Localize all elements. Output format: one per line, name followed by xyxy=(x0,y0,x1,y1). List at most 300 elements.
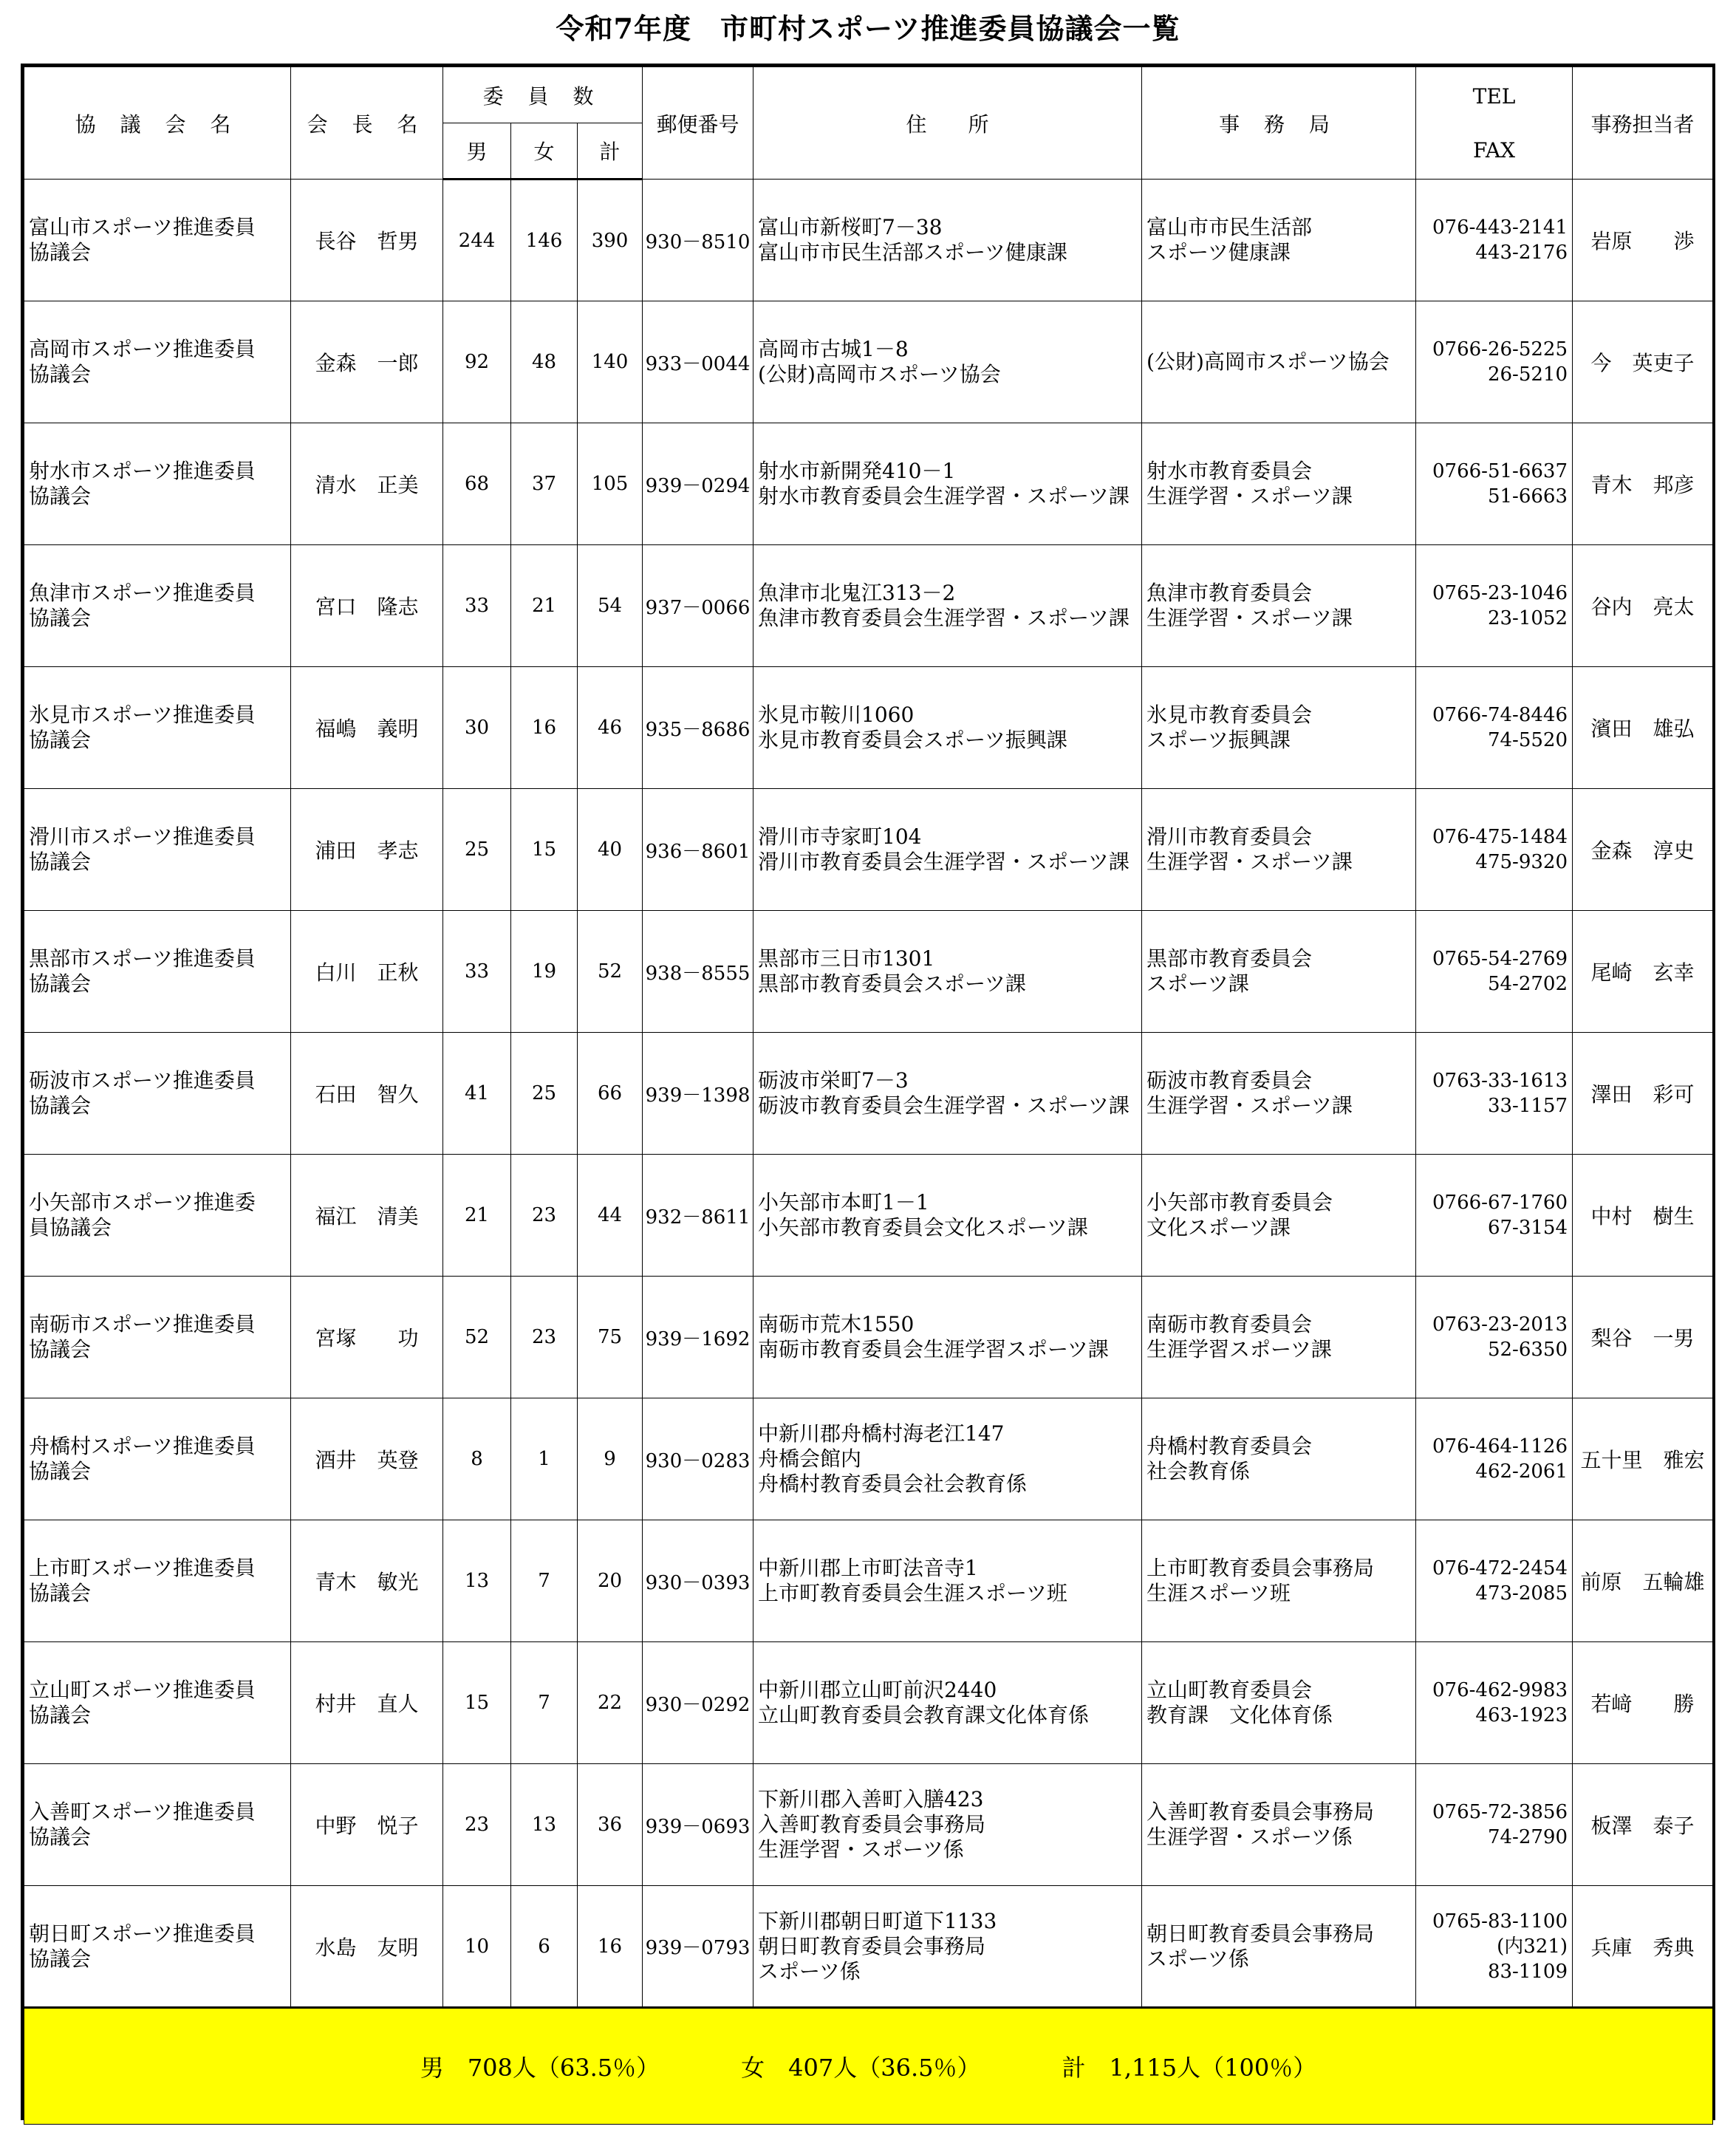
table-row xyxy=(24,667,1713,789)
female-count-cell: 7 xyxy=(511,1520,578,1642)
tel-fax-cell-line: 26-5210 xyxy=(1487,363,1568,386)
office-cell-line: 生涯学習・スポーツ課 xyxy=(1146,1093,1353,1118)
council-name-cell-line: 協議会 xyxy=(29,1337,92,1362)
table-row xyxy=(24,1398,1713,1520)
tel-fax-cell xyxy=(1416,789,1573,911)
office-cell xyxy=(1142,180,1416,301)
female-count-cell: 21 xyxy=(511,545,578,667)
council-name-cell-line: 協議会 xyxy=(29,1703,92,1727)
male-count-cell: 92 xyxy=(443,301,511,423)
office-cell-line: 砺波市教育委員会 xyxy=(1146,1068,1313,1093)
council-name-cell xyxy=(24,911,291,1033)
president-cell: 浦田 孝志 xyxy=(291,789,443,911)
total-count-cell: 105 xyxy=(578,423,643,545)
president-cell: 清水 正美 xyxy=(291,423,443,545)
address-cell xyxy=(753,1520,1142,1642)
address-cell-line: 生涯学習・スポーツ係 xyxy=(758,1837,964,1862)
council-name-cell-line: 協議会 xyxy=(29,1946,92,1971)
tel-fax-cell-line: 0766-26-5225 xyxy=(1432,338,1568,361)
council-name-cell xyxy=(24,667,291,789)
zip-cell: 930－0393 xyxy=(643,1520,753,1642)
header-fax: FAX xyxy=(1472,137,1516,163)
address-cell xyxy=(753,1155,1142,1277)
tel-fax-cell-line: 443-2176 xyxy=(1475,242,1568,264)
office-cell-line: スポーツ健康課 xyxy=(1146,240,1291,264)
president-cell: 中野 悦子 xyxy=(291,1764,443,1886)
zip-cell: 939－0693 xyxy=(643,1764,753,1886)
council-name-cell-line: 黒部市スポーツ推進委員 xyxy=(29,946,256,971)
office-cell xyxy=(1142,1886,1416,2008)
office-cell-line: 生涯学習・スポーツ課 xyxy=(1146,850,1353,874)
council-name-cell xyxy=(24,1155,291,1277)
council-name-cell-line: 上市町スポーツ推進委員 xyxy=(29,1556,256,1580)
tel-fax-cell xyxy=(1416,1277,1573,1398)
president-cell: 宮塚 功 xyxy=(291,1277,443,1398)
address-cell xyxy=(753,911,1142,1033)
male-count-cell: 68 xyxy=(443,423,511,545)
council-name-cell xyxy=(24,1398,291,1520)
council-name-cell-line: 員協議会 xyxy=(29,1215,112,1240)
female-count-cell: 19 xyxy=(511,911,578,1033)
office-cell xyxy=(1142,1277,1416,1398)
council-name-cell-line: 南砺市スポーツ推進委員 xyxy=(29,1312,256,1336)
council-name-cell xyxy=(24,180,291,301)
header-tel: TEL xyxy=(1472,83,1516,109)
table-row xyxy=(24,1520,1713,1642)
address-cell-line: 黒部市三日市1301 xyxy=(758,946,935,971)
office-cell-line: 氷見市教育委員会 xyxy=(1146,703,1313,727)
address-cell-line: 中新川郡上市町法音寺1 xyxy=(758,1556,978,1580)
table-row xyxy=(24,789,1713,911)
header-zip: 郵便番号 xyxy=(643,67,753,180)
president-cell: 青木 敏光 xyxy=(291,1520,443,1642)
office-cell xyxy=(1142,1033,1416,1155)
office-cell-line: 社会教育係 xyxy=(1146,1459,1251,1483)
table-row xyxy=(24,180,1713,301)
staff-cell: 中村 樹生 xyxy=(1573,1155,1713,1277)
total-count-cell: 20 xyxy=(578,1520,643,1642)
header-female: 女 xyxy=(511,123,578,180)
total-count-cell: 140 xyxy=(578,301,643,423)
address-cell-line: 富山市新桜町7－38 xyxy=(758,215,943,239)
office-cell-line: 入善町教育委員会事務局 xyxy=(1146,1800,1375,1824)
office-cell-line: 生涯学習・スポーツ係 xyxy=(1146,1825,1353,1849)
council-name-cell xyxy=(24,301,291,423)
staff-cell: 前原 五輪雄 xyxy=(1573,1520,1713,1642)
office-cell-line: 生涯学習・スポーツ課 xyxy=(1146,606,1353,630)
address-cell-line: 舟橋村教育委員会社会教育係 xyxy=(758,1472,1028,1496)
council-name-cell xyxy=(24,1764,291,1886)
office-cell xyxy=(1142,667,1416,789)
tel-fax-cell-line: 52-6350 xyxy=(1487,1339,1568,1361)
total-count-cell: 9 xyxy=(578,1398,643,1520)
tel-fax-cell-line: 54-2702 xyxy=(1487,973,1568,995)
council-name-cell-line: 氷見市スポーツ推進委員 xyxy=(29,703,256,727)
total-female: 女 407人（36.5％） xyxy=(741,2054,981,2082)
tel-fax-cell-line: 74-2790 xyxy=(1487,1826,1568,1848)
tel-fax-cell-line: 0765-83-1100 xyxy=(1432,1910,1568,1933)
address-cell xyxy=(753,667,1142,789)
address-cell xyxy=(753,789,1142,911)
total-all: 計 1,115人（100％） xyxy=(1062,2054,1317,2082)
tel-fax-cell xyxy=(1416,423,1573,545)
totals-cell xyxy=(24,2008,1713,2125)
council-name-cell-line: 滑川市スポーツ推進委員 xyxy=(29,824,256,849)
address-cell-line: 滑川市教育委員会生涯学習・スポーツ課 xyxy=(758,850,1130,874)
office-cell xyxy=(1142,789,1416,911)
address-cell-line: 射水市教育委員会生涯学習・スポーツ課 xyxy=(758,484,1130,508)
office-cell-line: 滑川市教育委員会 xyxy=(1146,824,1313,849)
address-cell-line: 小矢部市本町1－1 xyxy=(758,1190,929,1214)
address-cell-line: 舟橋会館内 xyxy=(758,1446,862,1471)
office-cell-line: 教育課 文化体育係 xyxy=(1146,1703,1333,1727)
tel-fax-cell xyxy=(1416,667,1573,789)
header-male: 男 xyxy=(443,123,511,180)
staff-cell: 青木 邦彦 xyxy=(1573,423,1713,545)
tel-fax-cell-line: 0766-51-6637 xyxy=(1432,460,1568,482)
president-cell: 石田 智久 xyxy=(291,1033,443,1155)
tel-fax-cell-line: 0763-23-2013 xyxy=(1432,1313,1568,1336)
council-name-cell xyxy=(24,423,291,545)
address-cell-line: 南砺市教育委員会生涯学習スポーツ課 xyxy=(758,1337,1109,1362)
male-count-cell: 10 xyxy=(443,1886,511,2008)
table-row xyxy=(24,545,1713,667)
total-count-cell: 75 xyxy=(578,1277,643,1398)
total-count-cell: 54 xyxy=(578,545,643,667)
header-member-count: 委 員 数 xyxy=(443,67,643,123)
total-count-cell: 46 xyxy=(578,667,643,789)
zip-cell: 938－8555 xyxy=(643,911,753,1033)
zip-cell: 930－8510 xyxy=(643,180,753,301)
female-count-cell: 25 xyxy=(511,1033,578,1155)
table-row xyxy=(24,1277,1713,1398)
council-name-cell xyxy=(24,789,291,911)
office-cell-line: 朝日町教育委員会事務局 xyxy=(1146,1921,1375,1946)
male-count-cell: 25 xyxy=(443,789,511,911)
table-row xyxy=(24,301,1713,423)
header-tel-fax xyxy=(1416,67,1573,180)
male-count-cell: 30 xyxy=(443,667,511,789)
council-name-cell xyxy=(24,1277,291,1398)
female-count-cell: 48 xyxy=(511,301,578,423)
council-list-frame xyxy=(21,64,1715,2120)
female-count-cell: 6 xyxy=(511,1886,578,2008)
council-name-cell-line: 小矢部市スポーツ推進委 xyxy=(29,1190,256,1214)
female-count-cell: 37 xyxy=(511,423,578,545)
male-count-cell: 8 xyxy=(443,1398,511,1520)
tel-fax-cell xyxy=(1416,1398,1573,1520)
tel-fax-cell-line: 33-1157 xyxy=(1487,1095,1568,1117)
total-count-cell: 16 xyxy=(578,1886,643,2008)
tel-fax-cell-line: 076-464-1126 xyxy=(1432,1435,1568,1458)
total-count-cell: 44 xyxy=(578,1155,643,1277)
tel-fax-cell-line: 475-9320 xyxy=(1475,851,1568,873)
zip-cell: 935－8686 xyxy=(643,667,753,789)
total-male: 男 708人（63.5％） xyxy=(420,2054,660,2082)
table-row xyxy=(24,1033,1713,1155)
table-body xyxy=(24,180,1713,2008)
female-count-cell: 15 xyxy=(511,789,578,911)
zip-cell: 930－0283 xyxy=(643,1398,753,1520)
tel-fax-cell xyxy=(1416,545,1573,667)
table-header xyxy=(24,67,1713,180)
council-table xyxy=(24,66,1713,2125)
address-cell-line: 下新川郡入善町入膳423 xyxy=(758,1787,984,1811)
tel-fax-cell xyxy=(1416,1764,1573,1886)
female-count-cell: 16 xyxy=(511,667,578,789)
president-cell: 福江 清美 xyxy=(291,1155,443,1277)
address-cell xyxy=(753,1886,1142,2008)
male-count-cell: 15 xyxy=(443,1642,511,1764)
address-cell-line: 下新川郡朝日町道下1133 xyxy=(758,1908,997,1933)
header-council-name: 協 議 会 名 xyxy=(24,67,291,180)
council-name-cell-line: 協議会 xyxy=(29,1093,92,1118)
address-cell-line: 南砺市荒木1550 xyxy=(758,1312,915,1336)
address-cell-line: 立山町教育委員会教育課文化体育係 xyxy=(758,1703,1090,1727)
female-count-cell: 23 xyxy=(511,1277,578,1398)
zip-cell: 937－0066 xyxy=(643,545,753,667)
address-cell xyxy=(753,423,1142,545)
council-name-cell-line: 砺波市スポーツ推進委員 xyxy=(29,1068,256,1093)
address-cell-line: 氷見市教育委員会スポーツ振興課 xyxy=(758,728,1067,752)
zip-cell: 939－1692 xyxy=(643,1277,753,1398)
office-cell-line: 舟橋村教育委員会 xyxy=(1146,1434,1313,1458)
table-row xyxy=(24,1155,1713,1277)
council-name-cell-line: 協議会 xyxy=(29,1459,92,1483)
office-cell xyxy=(1142,911,1416,1033)
male-count-cell: 244 xyxy=(443,180,511,301)
male-count-cell: 23 xyxy=(443,1764,511,1886)
president-cell: 白川 正秋 xyxy=(291,911,443,1033)
address-cell-line: 中新川郡舟橋村海老江147 xyxy=(758,1421,1005,1446)
zip-cell: 939－1398 xyxy=(643,1033,753,1155)
address-cell xyxy=(753,1033,1142,1155)
male-count-cell: 13 xyxy=(443,1520,511,1642)
office-cell xyxy=(1142,1155,1416,1277)
table-row xyxy=(24,911,1713,1033)
total-count-cell: 40 xyxy=(578,789,643,911)
staff-cell: 五十里 雅宏 xyxy=(1573,1398,1713,1520)
total-count-cell: 36 xyxy=(578,1764,643,1886)
office-cell-line: 小矢部市教育委員会 xyxy=(1146,1190,1333,1214)
tel-fax-cell-line: 0763-33-1613 xyxy=(1432,1070,1568,1092)
address-cell xyxy=(753,545,1142,667)
council-name-cell-line: 協議会 xyxy=(29,484,92,508)
tel-fax-cell xyxy=(1416,1520,1573,1642)
tel-fax-cell-line: 51-6663 xyxy=(1487,485,1568,508)
address-cell xyxy=(753,1277,1142,1398)
council-name-cell-line: 協議会 xyxy=(29,606,92,630)
staff-cell: 兵庫 秀典 xyxy=(1573,1886,1713,2008)
tel-fax-cell-line: (内321) xyxy=(1497,1935,1568,1958)
president-cell: 村井 直人 xyxy=(291,1642,443,1764)
staff-cell: 梨谷 一男 xyxy=(1573,1277,1713,1398)
female-count-cell: 146 xyxy=(511,180,578,301)
tel-fax-cell-line: 473-2085 xyxy=(1475,1582,1568,1605)
tel-fax-cell xyxy=(1416,1642,1573,1764)
address-cell-line: 砺波市栄町7－3 xyxy=(758,1068,909,1093)
female-count-cell: 1 xyxy=(511,1398,578,1520)
header-staff: 事務担当者 xyxy=(1573,67,1713,180)
address-cell-line: 氷見市鞍川1060 xyxy=(758,703,915,727)
tel-fax-cell xyxy=(1416,180,1573,301)
council-name-cell xyxy=(24,1886,291,2008)
office-cell-line: 立山町教育委員会 xyxy=(1146,1678,1313,1702)
council-name-cell xyxy=(24,1642,291,1764)
male-count-cell: 33 xyxy=(443,911,511,1033)
council-name-cell-line: 舟橋村スポーツ推進委員 xyxy=(29,1434,256,1458)
president-cell: 酒井 英登 xyxy=(291,1398,443,1520)
staff-cell: 今 英吏子 xyxy=(1573,301,1713,423)
address-cell xyxy=(753,180,1142,301)
office-cell xyxy=(1142,301,1416,423)
council-name-cell xyxy=(24,1033,291,1155)
table-row xyxy=(24,423,1713,545)
council-name-cell-line: 協議会 xyxy=(29,971,92,996)
office-cell-line: スポーツ振興課 xyxy=(1146,728,1291,752)
council-name-cell-line: 魚津市スポーツ推進委員 xyxy=(29,581,256,605)
office-cell-line: (公財)高岡市スポーツ協会 xyxy=(1146,349,1390,374)
male-count-cell: 33 xyxy=(443,545,511,667)
president-cell: 水島 友明 xyxy=(291,1886,443,2008)
office-cell xyxy=(1142,545,1416,667)
tel-fax-cell-line: 23-1052 xyxy=(1487,607,1568,629)
tel-fax-cell-line: 0766-74-8446 xyxy=(1432,704,1568,726)
office-cell-line: 生涯スポーツ班 xyxy=(1146,1581,1291,1605)
male-count-cell: 52 xyxy=(443,1277,511,1398)
council-name-cell-line: 協議会 xyxy=(29,362,92,386)
address-cell-line: 滑川市寺家町104 xyxy=(758,824,922,849)
tel-fax-cell-line: 0766-67-1760 xyxy=(1432,1192,1568,1214)
tel-fax-cell xyxy=(1416,301,1573,423)
staff-cell: 谷内 亮太 xyxy=(1573,545,1713,667)
council-name-cell-line: 高岡市スポーツ推進委員 xyxy=(29,337,256,361)
address-cell-line: 中新川郡立山町前沢2440 xyxy=(758,1678,997,1702)
zip-cell: 933－0044 xyxy=(643,301,753,423)
tel-fax-cell-line: 83-1109 xyxy=(1487,1960,1568,1983)
total-count-cell: 52 xyxy=(578,911,643,1033)
address-cell-line: 高岡市古城1－8 xyxy=(758,337,909,361)
council-name-cell-line: 射水市スポーツ推進委員 xyxy=(29,459,256,483)
council-name-cell-line: 入善町スポーツ推進委員 xyxy=(29,1800,256,1824)
table-row xyxy=(24,1764,1713,1886)
tel-fax-cell xyxy=(1416,1155,1573,1277)
tel-fax-cell-line: 076-475-1484 xyxy=(1432,826,1568,848)
office-cell-line: 魚津市教育委員会 xyxy=(1146,581,1313,605)
address-cell-line: 朝日町教育委員会事務局 xyxy=(758,1933,986,1958)
header-office: 事 務 局 xyxy=(1142,67,1416,180)
header-president: 会 長 名 xyxy=(291,67,443,180)
office-cell-line: 生涯学習・スポーツ課 xyxy=(1146,484,1353,508)
tel-fax-cell-line: 67-3154 xyxy=(1487,1217,1568,1239)
office-cell xyxy=(1142,1520,1416,1642)
zip-cell: 932－8611 xyxy=(643,1155,753,1277)
header-total: 計 xyxy=(578,123,643,180)
office-cell-line: 南砺市教育委員会 xyxy=(1146,1312,1313,1336)
staff-cell: 濱田 雄弘 xyxy=(1573,667,1713,789)
office-cell-line: 富山市市民生活部 xyxy=(1146,215,1313,239)
total-count-cell: 66 xyxy=(578,1033,643,1155)
address-cell-line: 魚津市教育委員会生涯学習・スポーツ課 xyxy=(758,606,1130,630)
address-cell-line: 射水市新開発410－1 xyxy=(758,459,956,483)
council-name-cell-line: 協議会 xyxy=(29,1581,92,1605)
president-cell: 福嶋 義明 xyxy=(291,667,443,789)
address-cell-line: 小矢部市教育委員会文化スポーツ課 xyxy=(758,1215,1088,1240)
zip-cell: 936－8601 xyxy=(643,789,753,911)
council-name-cell-line: 協議会 xyxy=(29,850,92,874)
tel-fax-cell-line: 0765-54-2769 xyxy=(1432,948,1568,970)
president-cell: 宮口 隆志 xyxy=(291,545,443,667)
tel-fax-cell-line: 463-1923 xyxy=(1475,1704,1568,1726)
staff-cell: 尾崎 玄幸 xyxy=(1573,911,1713,1033)
office-cell-line: 射水市教育委員会 xyxy=(1146,459,1313,483)
council-name-cell-line: 協議会 xyxy=(29,240,92,264)
table-row xyxy=(24,1642,1713,1764)
office-cell-line: スポーツ係 xyxy=(1146,1946,1249,1971)
tel-fax-cell xyxy=(1416,1886,1573,2008)
zip-cell: 939－0294 xyxy=(643,423,753,545)
staff-cell: 澤田 彩可 xyxy=(1573,1033,1713,1155)
staff-cell: 金森 淳史 xyxy=(1573,789,1713,911)
address-cell xyxy=(753,1398,1142,1520)
tel-fax-cell-line: 74-5520 xyxy=(1487,729,1568,751)
staff-cell: 若﨑 勝 xyxy=(1573,1642,1713,1764)
office-cell-line: 文化スポーツ課 xyxy=(1146,1215,1291,1240)
address-cell-line: 富山市市民生活部スポーツ健康課 xyxy=(758,240,1067,264)
office-cell-line: 生涯学習スポーツ課 xyxy=(1146,1337,1332,1362)
office-cell-line: 上市町教育委員会事務局 xyxy=(1146,1556,1375,1580)
female-count-cell: 23 xyxy=(511,1155,578,1277)
council-name-cell-line: 協議会 xyxy=(29,1825,92,1849)
tel-fax-cell xyxy=(1416,1033,1573,1155)
address-cell xyxy=(753,301,1142,423)
tel-fax-cell-line: 0765-23-1046 xyxy=(1432,582,1568,604)
office-cell xyxy=(1142,1642,1416,1764)
tel-fax-cell-line: 076-472-2454 xyxy=(1432,1557,1568,1579)
female-count-cell: 7 xyxy=(511,1642,578,1764)
staff-cell: 岩原 渉 xyxy=(1573,180,1713,301)
tel-fax-cell-line: 0765-72-3856 xyxy=(1432,1801,1568,1823)
page-title: 令和7年度 市町村スポーツ推進委員協議会一覧 xyxy=(556,12,1180,45)
address-cell xyxy=(753,1764,1142,1886)
table-row xyxy=(24,1886,1713,2008)
address-cell-line: 入善町教育委員会事務局 xyxy=(758,1812,986,1837)
council-name-cell-line: 富山市スポーツ推進委員 xyxy=(29,215,256,239)
zip-cell: 939－0793 xyxy=(643,1886,753,2008)
council-name-cell-line: 朝日町スポーツ推進委員 xyxy=(29,1921,256,1946)
female-count-cell: 13 xyxy=(511,1764,578,1886)
address-cell-line: 砺波市教育委員会生涯学習・スポーツ課 xyxy=(758,1093,1130,1118)
address-cell-line: 魚津市北鬼江313－2 xyxy=(758,581,956,605)
council-name-cell xyxy=(24,1520,291,1642)
address-cell-line: 上市町教育委員会生涯スポーツ班 xyxy=(758,1581,1067,1605)
office-cell xyxy=(1142,423,1416,545)
office-cell xyxy=(1142,1764,1416,1886)
council-name-cell-line: 協議会 xyxy=(29,728,92,752)
address-cell-line: スポーツ係 xyxy=(758,1958,861,1984)
male-count-cell: 21 xyxy=(443,1155,511,1277)
header-address: 住 所 xyxy=(753,67,1142,180)
male-count-cell: 41 xyxy=(443,1033,511,1155)
address-cell-line: 黒部市教育委員会スポーツ課 xyxy=(758,971,1026,996)
office-cell-line: スポーツ課 xyxy=(1146,971,1249,996)
staff-cell: 板澤 泰子 xyxy=(1573,1764,1713,1886)
office-cell-line: 黒部市教育委員会 xyxy=(1146,946,1313,971)
tel-fax-cell-line: 076-462-9983 xyxy=(1432,1679,1568,1701)
president-cell: 長谷 哲男 xyxy=(291,180,443,301)
zip-cell: 930－0292 xyxy=(643,1642,753,1764)
tel-fax-cell-line: 462-2061 xyxy=(1475,1460,1568,1483)
